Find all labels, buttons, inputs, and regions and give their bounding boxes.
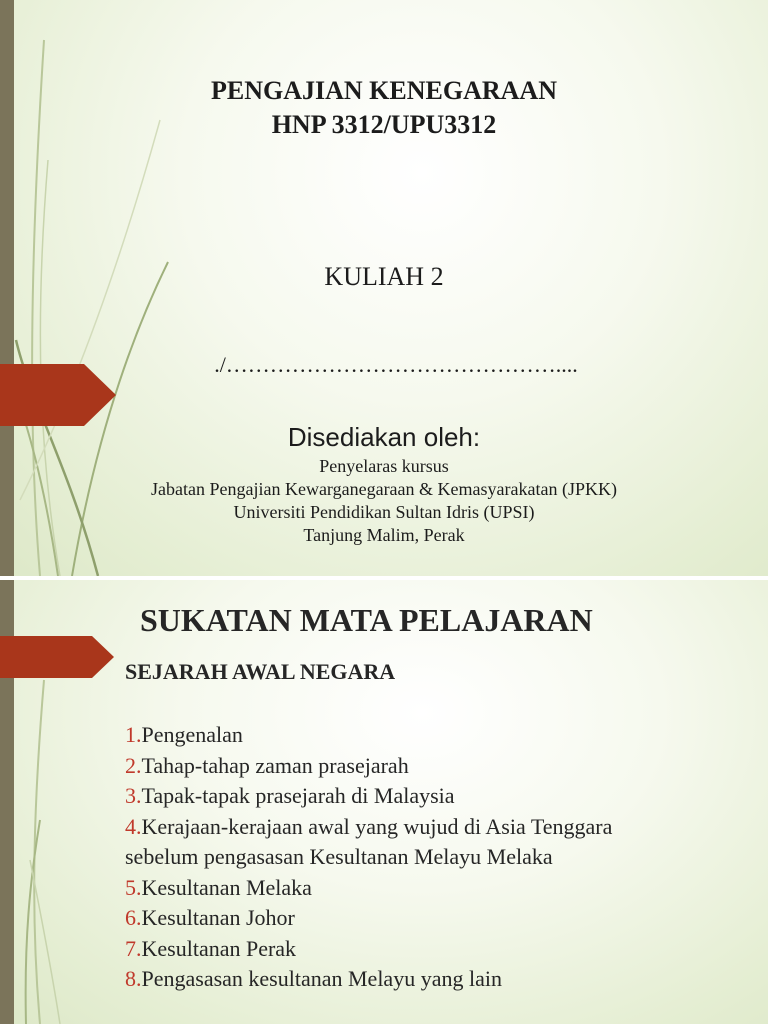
item-text: Kesultanan Johor (141, 905, 295, 930)
prepared-by-details (0, 455, 768, 547)
course-code: HNP 3312/UPU3312 (271, 110, 497, 139)
arrow-tab (0, 636, 114, 678)
item-text: Pengenalan (141, 722, 243, 747)
list-item (125, 873, 665, 904)
list-item (125, 751, 665, 782)
course-name: PENGAJIAN KENEGARAAN (211, 76, 557, 105)
syllabus-title: SUKATAN MATA PELAJARAN (140, 602, 593, 638)
coordinator-line: Penyelaras kursus (319, 456, 449, 476)
item-number: 4. (125, 813, 142, 839)
location-line: Tanjung Malim, Perak (303, 525, 465, 545)
item-text: Kerajaan-kerajaan awal yang wujud di Asia Tenggara sebelum pengasasan Kesultanan Melayu Melaka (125, 813, 613, 869)
list-item (125, 964, 665, 995)
list-item (125, 720, 665, 751)
item-text: Tahap-tahap zaman prasejarah (141, 752, 409, 778)
item-text: Pengasasan kesultanan Melayu yang lain (141, 966, 502, 991)
list-item (125, 812, 665, 873)
item-text: Tapak-tapak prasejarah di Malaysia (141, 783, 455, 808)
course-title (0, 74, 768, 142)
lecture-number: KULIAH 2 (324, 262, 444, 291)
syllabus-slide (0, 580, 768, 1024)
item-text: Kesultanan Perak (141, 935, 297, 961)
item-number: 1. (125, 722, 142, 747)
syllabus-list (125, 720, 665, 995)
list-item (125, 934, 665, 965)
prepared-by-label: Disediakan oleh: (287, 422, 481, 452)
item-text: Kesultanan Melaka (141, 874, 312, 900)
syllabus-subtitle: SEJARAH AWAL NEGARA (125, 659, 396, 684)
item-number: 5. (125, 874, 142, 900)
list-item (125, 903, 665, 934)
item-number: 8. (125, 966, 142, 991)
item-number: 6. (125, 905, 142, 930)
item-number: 7. (125, 935, 142, 961)
item-number: 3. (125, 783, 142, 808)
department-line: Jabatan Pengajian Kewarganegaraan & Kemasyarakatan (JPKK) (151, 479, 617, 499)
item-number: 2. (125, 752, 142, 778)
list-item (125, 781, 665, 812)
dotted-line: ./……………………………………….... (214, 352, 578, 377)
university-line: Universiti Pendidikan Sultan Idris (UPSI) (233, 502, 535, 522)
